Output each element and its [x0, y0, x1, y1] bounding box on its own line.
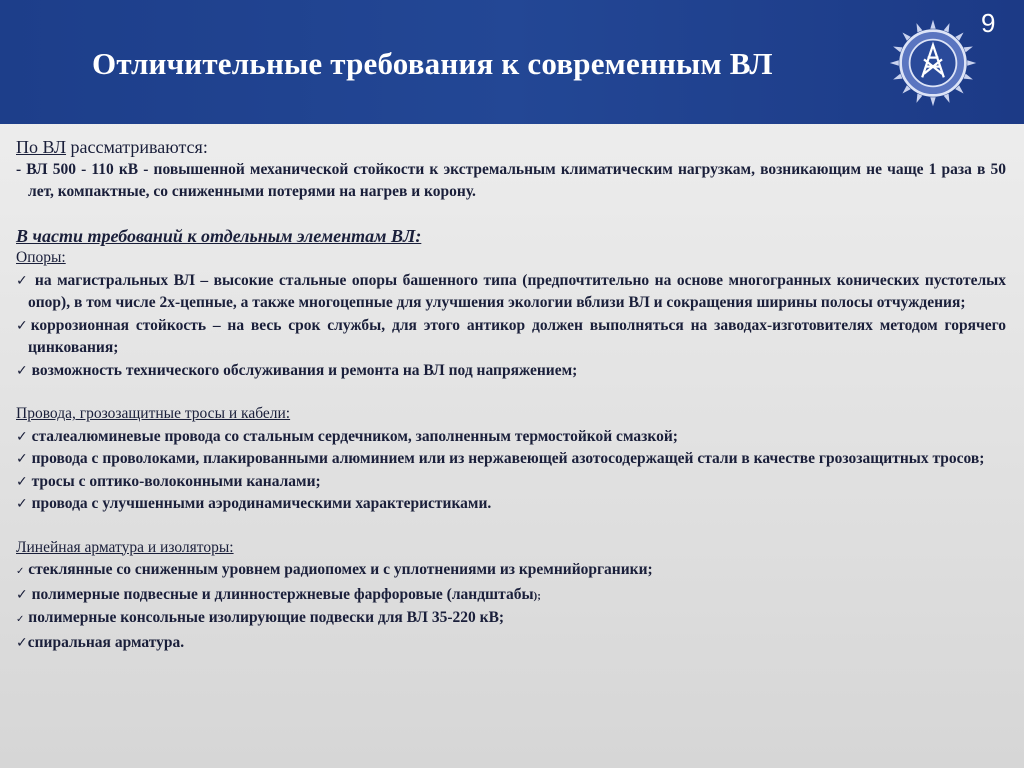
- list-item: ✓ провода с улучшенными аэродинамическими характеристиками.: [16, 495, 492, 512]
- elements-heading: В части требований к отдельным элементам ВЛ:: [16, 225, 422, 246]
- list-item: ✓ стеклянные со сниженным уровнем радиопомех и с уплотнениями из кремнийорганики;: [16, 561, 653, 578]
- slide-title: Отличительные требования к современным ВЛ: [92, 46, 773, 81]
- check-icon: ✓: [16, 634, 28, 651]
- check-icon: ✓: [16, 473, 28, 490]
- check-icon: ✓: [16, 566, 25, 577]
- check-icon: ✓: [16, 428, 28, 445]
- list-item: ✓ на магистральных ВЛ – высокие стальные опоры башенного типа (предпочтительно на основе многогранных конических пустотелых опор), в том числе 2х-цепные, а также многоцепные для улучшения экологии вблизи ВЛ и сокращения ширины полосы отчуждения;: [16, 271, 1007, 311]
- intro-item: - ВЛ 500 - 110 кВ - повышенной механической стойкости к экстремальным климатическим нагрузкам, возникающим не чаще 1 раза в 50 лет, компактные, со сниженными потерями на нагрев и корону.: [16, 160, 1006, 200]
- intro-heading-underlined: По ВЛ: [16, 137, 67, 157]
- list-item: ✓ полимерные подвесные и длинностержневые фарфоровые (ландштабы);: [16, 585, 541, 603]
- check-icon: ✓: [16, 451, 28, 467]
- company-logo-icon: [888, 18, 978, 108]
- check-icon: ✓: [16, 496, 28, 512]
- intro-heading: [16, 136, 1006, 159]
- list-item: ✓ тросы с оптико-волоконными каналами;: [16, 472, 321, 490]
- list-item: ✓ возможность технического обслуживания и ремонта на ВЛ под напряжением;: [16, 361, 578, 379]
- list-item: ✓коррозионная стойкость – на весь срок службы, для этого антикор должен выполняться на заводах-изготовителях методом горячего цинкования;: [16, 316, 1006, 356]
- list-item: ✓ полимерные консольные изолирующие подвески для ВЛ 35-220 кВ;: [16, 609, 505, 626]
- check-icon: ✓: [16, 317, 31, 334]
- check-icon: ✓: [16, 272, 30, 289]
- check-icon: ✓: [16, 586, 28, 603]
- check-icon: ✓: [16, 614, 25, 625]
- list-item: ✓ провода с проволоками, плакированными алюминием или из нержавеющей азотосодержащей стали в качестве грозозащитных тросов;: [16, 450, 985, 467]
- section-heading-wires: Провода, грозозащитные тросы и кабели:: [16, 405, 291, 422]
- header-bar: [0, 0, 1024, 124]
- section-heading-fittings: Линейная арматура и изоляторы:: [16, 538, 234, 556]
- list-item: ✓спиральная арматура.: [16, 633, 185, 651]
- intro-heading-rest: рассматриваются:: [66, 137, 208, 157]
- list-item: ✓ сталеалюминевые провода со стальным сердечником, заполненным термостойкой смазкой;: [16, 427, 678, 445]
- section-heading-supports: Опоры:: [16, 249, 66, 266]
- page-number: 9: [981, 8, 996, 38]
- slide-body: [16, 136, 1006, 654]
- check-icon: ✓: [16, 362, 28, 379]
